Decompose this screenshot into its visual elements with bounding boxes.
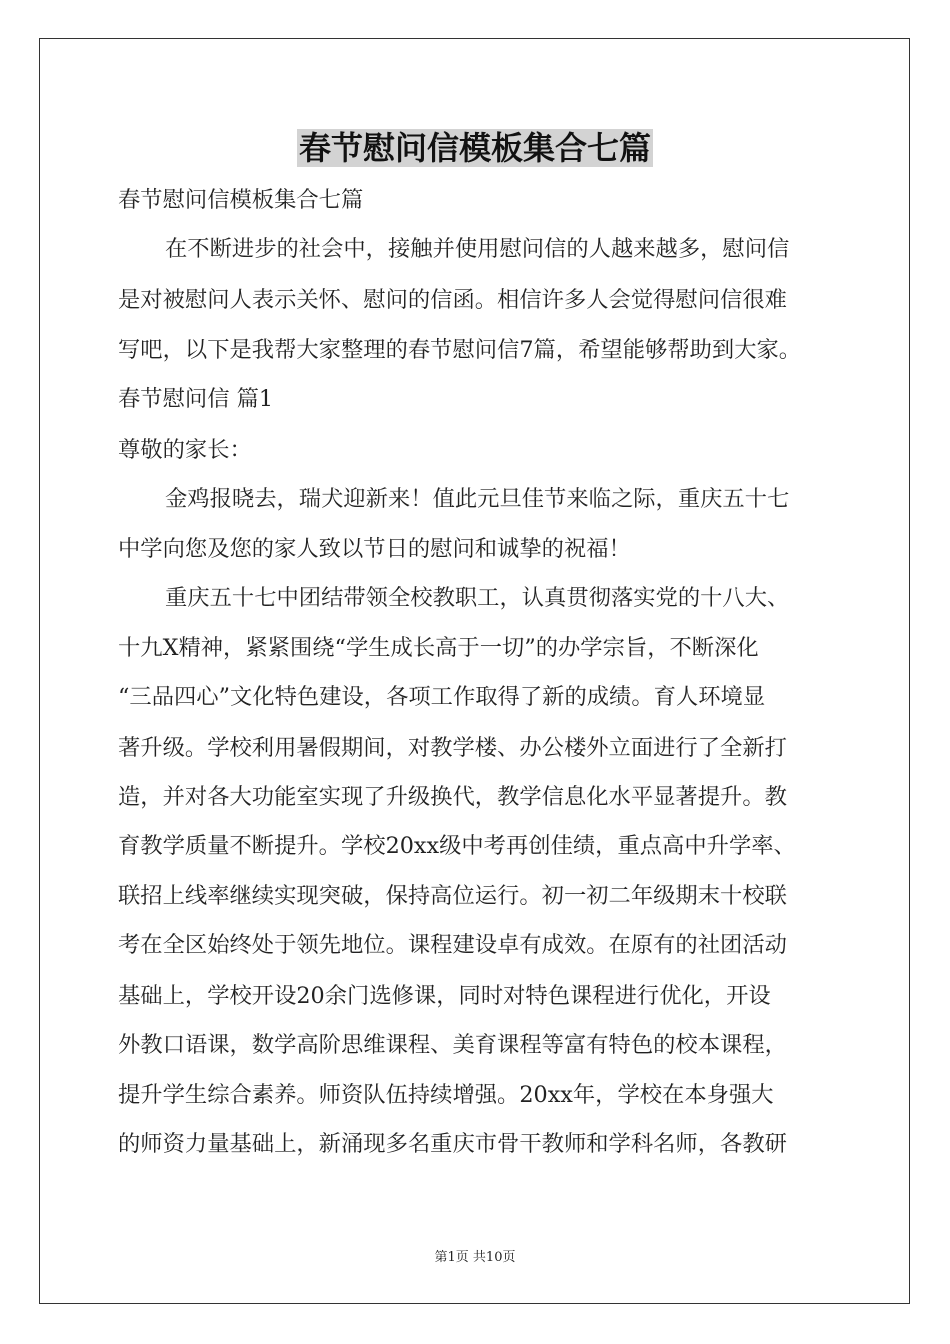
paragraph-line: 的师资力量基础上，新涌现多名重庆市骨干教师和学科名师，各教研	[118, 1131, 787, 1157]
paragraph-line: 提升学生综合素养。师资队伍持续增强。20xx年，学校在本身强大	[118, 1082, 774, 1108]
paragraph-line: 育教学质量不断提升。学校20xx级中考再创佳绩，重点高中升学率、	[118, 833, 796, 859]
paragraph-line: 外教口语课，数学高阶思维课程、美育课程等富有特色的校本课程，	[118, 1032, 787, 1058]
paragraph-line: 著升级。学校利用暑假期间，对教学楼、办公楼外立面进行了全新打	[118, 735, 787, 761]
document-title: 春节慰问信模板集合七篇	[298, 129, 651, 167]
paragraph-line: 在不断进步的社会中，接触并使用慰问信的人越来越多，慰问信	[165, 236, 790, 262]
paragraph-line: 金鸡报晓去，瑞犬迎新来！值此元旦佳节来临之际，重庆五十七	[165, 486, 790, 512]
page-border	[39, 38, 910, 1304]
paragraph-line: 十九X精神，紧紧围绕“学生成长高于一切”的办学宗旨，不断深化	[118, 635, 759, 661]
page-number: 第1页 共10页	[434, 1250, 516, 1265]
paragraph-line: 考在全区始终处于领先地位。课程建设卓有成效。在原有的社团活动	[118, 932, 787, 958]
paragraph-line: 基础上，学校开设20余门选修课，同时对特色课程进行优化，开设	[118, 983, 771, 1009]
paragraph-line: “三品四心”文化特色建设，各项工作取得了新的成绩。育人环境显	[118, 684, 766, 710]
paragraph-line: 造，并对各大功能室实现了升级换代，教学信息化水平显著提升。教	[118, 784, 787, 810]
salutation: 尊敬的家长：	[118, 437, 252, 463]
paragraph-line: 联招上线率继续实现突破，保持高位运行。初一初二年级期末十校联	[118, 883, 787, 909]
paragraph-line: 是对被慰问人表示关怀、慰问的信函。相信许多人会觉得慰问信很难	[118, 287, 787, 313]
paragraph-line: 重庆五十七中团结带领全校教职工，认真贯彻落实党的十八大、	[165, 585, 790, 611]
paragraph-line: 写吧，以下是我帮大家整理的春节慰问信7篇，希望能够帮助到大家。	[118, 337, 802, 363]
section-heading: 春节慰问信 篇1	[118, 386, 274, 412]
document-subtitle: 春节慰问信模板集合七篇	[118, 187, 364, 213]
paragraph-line: 中学向您及您的家人致以节日的慰问和诚挚的祝福！	[118, 536, 631, 562]
